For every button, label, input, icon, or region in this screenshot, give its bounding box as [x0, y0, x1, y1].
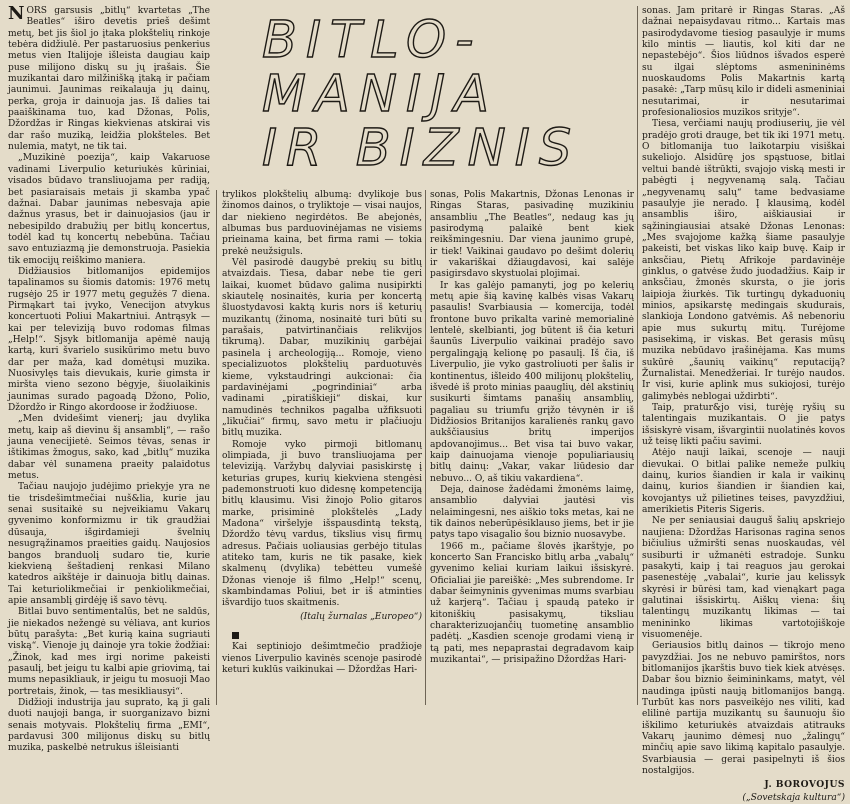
column-2-paragraph [222, 190, 422, 258]
column-2-paragraph [222, 258, 422, 440]
title-line-2: MANIJA [262, 65, 499, 124]
column-1-paragraph [8, 414, 210, 482]
column-4-paragraph-text: sonas. Jam pritarė ir Ringas Staras. „Aš dažnai nepaisydavau ritmo... Kartais mas pasirodydavome tiesiog pasaulyje ir mums kilo mintis — liautis, kol kiti dar ne nepastebėjo“. Šios liūdnos išvados esperė su ilgai slėptoms asmenininėms nuoskaudoms Polis Makartnis kartą pasakė: „Tarp mūsų kilo ir dideli asmeniniai nesutarimai, ir nesutarimai profesionaliosios muzikos srityje“. [642, 6, 845, 119]
column-3-paragraph-text: sonas, Polis Makartnis, Džonas Lenonas ir Ringas Staras, pasivadinę muzikiniu ansambliu „The Beatles“, nedaug kas jų pasirodymą palaikė bent kiek reikšmingesniu. Dar viena jaunimo grupė, ir tiek! Vaikinai gaudavo po dešimt dolerių ir vakariškai džiaugdavosi, kai salėje pasigirsdavo skystuolai plojimai. [430, 190, 634, 280]
article-column-4 [642, 6, 845, 803]
column-3-paragraph [430, 542, 634, 667]
column-divider-2 [425, 190, 426, 705]
column-1-paragraph-text: ORS garsusis „bitlų“ kvartetas „The Beatles“ iširo devetis prieš dešimt metų, bet jis šiol jo įtaka plokštelių rinkoje tebėra didžiulė. Per pastaruosius penkerius metus vien Italijoje išleista daugiau kaip puse milijono diskų su jų įrašais. Šie muzikantai daro milžinišką įtaką ir pačiam jaunimui. Jaunimas reikalauja jų dainų, perka, groja ir dainuoja jas. Iš dalies tai paaiškinama tuo, kad Džonas, Polis, Džordžas ir Ringas kiekvienas atskirai vis dar rašo muziką, leidžia plokšteles. Bet nulemia, matyt, ne tik tai. [8, 6, 210, 153]
column-3-paragraph [430, 485, 634, 542]
column-1-paragraph [8, 482, 210, 607]
author-signature: J. BOROVOJUS [764, 779, 845, 791]
column-4-paragraph-text: Atėjo nauji laikai, scenoje — nauji dievukai. O bitlai palike nemeže pulkių dainų, kurios šiandien ir kala ir vaikinų dainų, kurios šiandien ir šiandien kai, kovojantys už pilietines teises, pavyzdžiui, amerikietis Piteris Sigeris. [642, 448, 845, 516]
article-column-3 [430, 190, 634, 705]
title-line-3: IR BIZNIS [262, 119, 581, 178]
article-column-2 [222, 190, 422, 705]
column-4-source: („Sovetskaja kultura“) [742, 792, 845, 803]
column-divider-3 [637, 6, 638, 705]
section-bullet-icon [232, 632, 239, 639]
column-4-paragraph-text: Geriausios bitlų dainos — tikrojo meno pavyzdžiai. Jos ne nebuvo pamirštos, nors bitlomanijos įkarštis buvo tiek kiek atvėsęs. Dabar šou biznio šeimininkams, matyt, vėl naudinga įpūsti naują bitlomanijos bangą. Turbūt kas nors pasveikėjo nes viliti, kad elilinė partija muzikantų su šaunuoju šio iškilimo keturiukės atvaizdais atitrauks Vakarų jaunimo dėmesį nuo „žalingų“ minčių apie savo likimą kapitalo pasaulyje. Svarbiausia — gerai pasipelnyti iš šios nostalgijos. [642, 641, 845, 777]
column-2-section-start [222, 631, 422, 642]
column-3-paragraph-text: Deja, dainose žadėdami žmonėms laimę, ansamblio dalyviai jautėsi vis nelaimingesni, nes aiškio toks metas, kai ne tik dainos neberūpėsiklauso jiems, bet ir jie patys tapo visagalio šou biznio nuosavybe. [430, 484, 634, 541]
column-3-paragraph [430, 190, 634, 281]
column-2-paragraph-text: trylikos plokštelių albumą: dvylikoje bus žinomos dainos, o tryliktoje — visai naujos, dar niekieno negirdėtos. Be abejonės, albumas bus parduovinėjamas ne visiems prieinama kaina, bet firma rami — tokia prekė neužsiguls. [222, 190, 422, 257]
column-2-source: (Italų žurnalas „Europeo“) [300, 611, 422, 622]
column-1-paragraph-text: Didžiausios bitlomanijos epidemijos tapalinamos su šiomis datomis: 1976 metų rugsėjo 25 ir 1977 metų gegužės 7 diena. Pirmąkart tai įvyko, Venecijon atvykus koncertuoti Poliui Makartniui. Antrąsyk — kai per televiziją buvo rodomas filmas „Help!“. Sjsyk bitlomanija apėmė naują kartą, kuri švarielo susikūrimo metu buvo dar per maža, kad domėtųsi muzika. Nuosivylęs tais dievukais, kurie gimsta ir miršta vieno sezono bėgyje, šiuolaikinis jaunimas surado pagoadą Džono, Polio, Džordžo ir Ringo akordoose ir žodžiuose. [8, 266, 210, 414]
column-1-paragraph [8, 153, 210, 266]
column-2-body [222, 190, 422, 610]
column-2-bottom-paragraph: Kai septiniojo dešimtmečio pradžioje vienos Liverpulio kavinės scenoje pasirodė keturi kuklūs vaikinukai — Džordžas Hari- [222, 642, 422, 676]
column-2-paragraph-text: Romoje vyko pirmoji bitlomanų olimpiada, ji buvo transliuojama per televiziją. Varžybų dalyviai pasiskirstę į keturias grupes, kurių kiekviena stengėsi pademonstruoti kuo didesnę kompetenciją bitlų klausimu. Visi žinojo Polio gitaros marke, prisiminė plokštelės „Lady Madona“ viršelyje išspausdintą tekstą, Džordžo tėvų vardus, tikslius visų firmų adresus. Pačiais uoliausias gerbėjo titulas atiteko tam, kuris ne tik pasake, kiek skalmenų (dvylika) tebėtteu vumešė Džonas vienoje iš filmo „Help!“ scenų, skambindamas Poliui, bet ir iš atminties išvardijo tuos skaitmenis. [222, 439, 422, 609]
column-4-paragraph [642, 403, 845, 448]
column-4-paragraph [642, 516, 845, 641]
column-1-paragraph [8, 607, 210, 698]
column-3-paragraph-text: 1966 m., pačiame šlovės įkarštyje, po koncerto San Francisko bitlų arba „vabalų“ gyvenimo keliai kuriam laikui išsiskyrė. Oficialiai jie pareiškė: „Mes subrendome. Ir dabar šeimyninis gyvenimas mums svarbiau už karjerą“. Tačiau į spaudą pateko ir kitoniškių pasisakymų, tiksliau charakterizuojančių tuometinę ansamblio padėtį. „Kasdien scenoje grodami vieną ir tą pati, mes nepaprastai degradavom kaip muzikantai“, — prisipažino Džordžas Hari- [430, 541, 634, 666]
column-1-paragraph-text: Didžioji industrija jau suprato, ką ji gali duoti naujoji banga, ir suorganizavo bizni senais motyvais. Plokštelių firma „EMI“, pardavusi 300 milijonus diskų su bitlų muzika, paskelbė netrukus išleisianti [8, 697, 210, 754]
column-4-paragraph [642, 6, 845, 119]
column-1-paragraph [8, 3, 210, 153]
column-4-paragraph [642, 641, 845, 777]
column-4-body [642, 6, 845, 777]
column-4-paragraph-text: Taip, pratur&jo visi, turėję ryšių su talentingais muzikantais. O jie patys išsiskyrė visam, išvargintii nuolatinės kovos už teisę likti pačiu savimi. [642, 403, 845, 448]
column-3-paragraph-text: Ir kas galėjo pamanyti, jog po kelerių metų apie šią kavinę kalbės visas Vakarų pasaulis! Svarbiausia — komercija, todėl frontone buvo prikalta varinė memorialinė lentelė, skelbianti, jog būtent iš čia keturi šaunūs Liverpulio vaikinai pradėjo savo pergalingąją kelionę po pasaulį. Iš čia, iš Liverpulio, jie vyko gastroliuoti per šalis ir kontinentus, išleido 400 milijonų plokštelių, išvedė iš proto minias paauglių, dėl akstinių susikurti šimtams panašių ansamblių, pagaliau su triumfu grįžo tėvynėn ir iš Didžiosios Britanijos karalienės rankų gavo aukščiausius britų imperijos apdovanojimus... Bet visa tai buvo vakar, kaip dainuojama vienoje populiariausių bitlų dainų: „Vakar, vakar liūdesio dar nebuvo... O, aš tikiu vakardiena“. [430, 280, 634, 484]
column-2-paragraph [222, 440, 422, 610]
column-3-paragraph [430, 281, 634, 485]
column-1-paragraph-text: „Men dvidešimt vienerį; jau dvylika metų, kaip aš dievinu šį ansamblį“, — rašo jauna venecijietė. Seimos tėvas, senas ir ištikimas žmogus, sako, kad „bitlų“ muzika dabar vėl sunamena praeity palaidotus metus. [8, 414, 210, 482]
article-column-1 [8, 3, 210, 754]
column-1-paragraph-text: Bitlai buvo sentimentalūs, bet ne saldūs, jie niekados nežengė su vėliava, ant kurios būtų parašyta: „Bet kurią kaina sugriauti viską“. Vienoje jų dainoje yra tokie žodžiai: „Žinok, kad mes irgi norime pakeisti pasaulį, bet jeigu tu kalbi apie griovimą, tai mums nepasikliauk, ir jeigu tu mosuoji Mao portretais, žinok, — tas mesikliausyi“. [8, 607, 210, 697]
column-1-paragraph [8, 698, 210, 755]
article-title [222, 6, 634, 184]
column-1-paragraph [8, 267, 210, 414]
column-1-paragraph-text: Tačiau naujojo judėjimo priekyje yra ne tie trisdešimtmečiai nuš&lia, kurie jau senai susitaikė su nejveikiamu Vakarų gyvenimo konformizmu ir tik graudžiai dūsauja, išgirdamieji švelnių nesugrąžinamos praeities gaidų. Naujosios bangos branduolį sudaro tie, kurie kiekvieną šeštadienį renkasi Milano katedros aikštėje ir dainuoja bitlų dainas. Tai keturiolikmečiai ir penkiolikmečiai, apie ansamblį girdėję iš savo tėvų. [8, 482, 210, 606]
column-4-paragraph [642, 448, 845, 516]
column-4-paragraph-text: Tiesa, verčiami naujų prodiuserių, jie vėl pradėjo groti drauge, bet tik iki 1971 metų. O bitlomanija tuo laikotarpiu visiškai sukeliojo. Alsidūrę jos spąstuose, bitlai veltui bandė ištrūkti, svajojo viską mesti ir pabėgti į negyvenamą salą. Tačiau „negyvenamų salų“ tame bedvasiame pasaulyje jie nerado. Į klausimą, kodėl ansamblis iširo, aiškiausiai ir sąžiningiausiai atsakė Džonas Lenonas: „Mes svajojome kažką šiame pasaulyje pakeisti, bet viskas liko kaip buvę. Kaip ir anksčiau, Pietų Afrikoje pardavinėje ginklus, o gatvėse žudo juodadžius. Kaip ir anksčiau, žmonės skursta, o jie joris laipioja žiurkės. Tik turtingų dykaduonių minios, apsikarstę medingais skudurais, slankioja Londono gatvėmis. Aš nebenoriu apie mus sukurtų mitų. Turėjome pasisekimą, ir viskas. Bet gerasis mūsų muzika nebūdavo įrašinėjama. Kas mums sukūrė „šaunių vaikinų“ reputaciją? Žurnalistai. Menedžeriai. Ir turėjo naudos. Ir visi, kurie aplink mus sukiojosi, turėjo galimybės neblogai uždirbti“. [642, 119, 845, 402]
column-4-paragraph [642, 119, 845, 403]
column-1-paragraph-text: „Muzikinė poezija“, kaip Vakaruose vadinami Liverpulio keturiukės kūriniai, visados būdavo transliuojama per radiją, bet pasiaraisais metais ji skamba ypač dažnai. Dabar jaunimas nebesvaja apie dažnus yrasus, bet ir dainuojasios (jau ir nebesipildo drabužių per bitlų koncertus, todėl kad tų koncertų nebebūna. Tačiau savo entuziazmą jie demonstruoja. Pasiekia tik emocijų reiškimo maniera. [8, 153, 210, 266]
column-divider-1 [216, 190, 217, 705]
column-4-paragraph-text: Ne per seniausiai dauguš šalių apskriejo naujiena: Džordžas Harisonas ragina senos bičiulius užmiršti senas nuoskaudas, vėl susiburti ir užmanėti estradoje. Sunku pasakyti, kaip į tai reaguos jau gerokai pasenestėję „vabalai“, kurie jau kelissyk skyrėsi ir būrėsi tam, kad vienąkart paga galutinai išsiskirtų. Aiškų viena: šių talentingų muzikantų likimas — tai menininko likimas vartotojiškoje visuomenėje. [642, 516, 845, 640]
column-2-paragraph-text: Vėl pasirodė daugybė prekių su bitlų atvaizdais. Tiesa, dabar nebe tie geri laikai, kuomet būdavo galima nusipirkti skiautelę nosinaitės, kuria per koncertą šluostydavosi kaktą kuris nors iš keturių muzikantų (žinoma, nosinaitė turi būti su parašais, patvirtinančiais relikvijos tikrumą). Dabar, muzikinių garbėjai pasinela į archeologiją... Romoje, vieno specializuotos plokštelių parduotuvės kieme, vykstaudringi aukcionai: čia pardavinėjami „pogrindiniai“ arba vadinami „piratiškieji“ diskai, kur namudinės technikos pagalba užfiksuoti „likučiai“ firmų, savo metu ir plačiuoju bitlų muzika. [222, 258, 422, 439]
title-line-1: BITLO- [262, 11, 483, 70]
drop-cap: N [8, 3, 25, 24]
